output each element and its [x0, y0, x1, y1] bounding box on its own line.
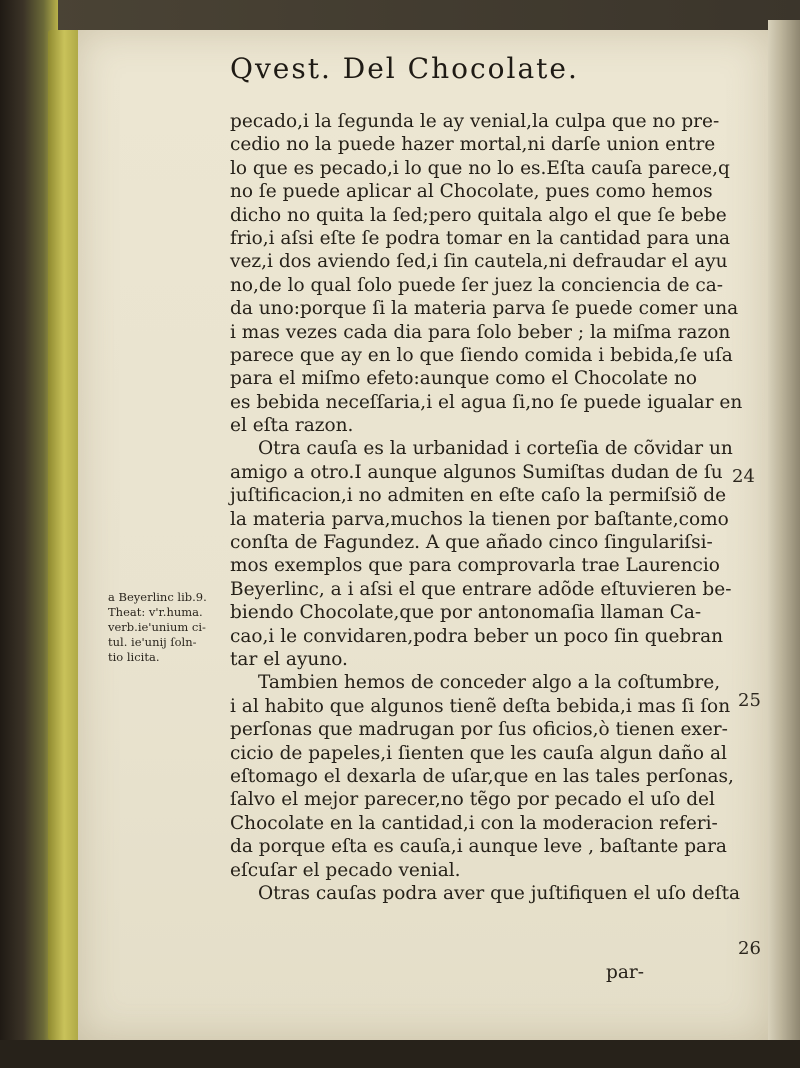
paragraph-number: 25: [738, 690, 761, 711]
running-title: Qvest. Del Chocolate.: [230, 52, 579, 85]
marginal-note: [108, 590, 228, 665]
text-line: da uno:porque ſi la materia parva ſe puede comer una: [230, 298, 739, 320]
catchword: par-: [606, 962, 644, 983]
paragraph-start-line: Otra cauſa es la urbanidad i corteſia de cõvidar un: [258, 438, 733, 460]
text-line: cedio no la puede hazer mortal,ni darſe union entre: [230, 134, 716, 156]
text-line: i mas vezes cada dia para ſolo beber ; la miſma razon: [230, 321, 731, 343]
text-line: Chocolate en la cantidad,i con la moderacion referi-: [230, 812, 718, 834]
text-line: mos exemplos que para comprovarla trae Laurencio: [230, 555, 720, 577]
text-line: da porque eſta es cauſa,i aunque leve , baſtante para: [230, 836, 727, 858]
main-text-block: [230, 110, 750, 905]
text-line: cao,i le convidaren,podra beber un poco ſin quebran: [230, 625, 724, 647]
text-line: no,de lo qual ſolo puede ſer juez la conciencia de ca-: [230, 274, 724, 296]
text-line: i al habito que algunos tienẽ deſta bebida,i mas ſi ſon: [230, 695, 731, 717]
marginal-note-line: a Beyerlinc lib.9.: [108, 590, 207, 604]
text-line: dicho no quita la ſed;pero quitala algo el que ſe bebe: [230, 204, 727, 226]
text-line: perſonas que madrugan por ſus oficios,ò tienen exer-: [230, 719, 728, 741]
text-line: pecado,i la ſegunda le ay venial,la culpa que no pre-: [230, 111, 720, 132]
text-line: eſcuſar el pecado venial.: [230, 859, 461, 881]
paragraph-start-line: Tambien hemos de conceder algo a la coſtumbre,: [258, 672, 721, 694]
paragraph-number: 24: [732, 466, 755, 487]
text-line: para el miſmo efeto:aunque como el Chocolate no: [230, 368, 698, 390]
text-line: tar el ayuno.: [230, 648, 348, 670]
marginal-note-line: tio licita.: [108, 650, 160, 664]
text-line: cicio de papeles,i ſienten que les cauſa algun daño al: [230, 742, 727, 764]
text-line: eſtomago el dexarla de uſar,que en las tales perſonas,: [230, 765, 734, 787]
text-line: Beyerlinc, a i aſsi el que entrare adõde eſtuvieren be-: [230, 578, 732, 600]
paragraph-start-line: Otras cauſas podra aver que juſtifiquen el uſo deſta: [258, 882, 741, 904]
text-line: frio,i aſsi eſte ſe podra tomar en la cantidad para una: [230, 227, 731, 249]
bottom-shadow: [0, 1040, 800, 1068]
text-line: amigo a otro.I aunque algunos Sumiſtas dudan de ſu: [230, 461, 723, 483]
marginal-note-line: verb.ie'unium ci-: [108, 620, 206, 634]
text-line: conſta de Fagundez. A que añado cinco ſingulariſsi-: [230, 532, 713, 554]
text-line: el eſta razon.: [230, 415, 354, 437]
marginal-note-line: tul. ie'unij ſoln-: [108, 635, 197, 649]
text-line: lo que es pecado,i lo que no lo es.Eſta cauſa parece,q: [230, 157, 730, 179]
text-line: es bebida neceſſaria,i el agua ſi,no ſe puede igualar en: [230, 391, 743, 413]
text-line: juſtificacion,i no admiten en eſte caſo la permiſsiõ de: [230, 485, 727, 507]
text-line: ſalvo el mejor parecer,no tẽgo por pecado el uſo del: [230, 789, 715, 811]
marginal-note-line: Theat: v'r.huma.: [108, 605, 203, 619]
right-page-stack: [768, 20, 800, 1068]
text-line: biendo Chocolate,que por antonomaſia llaman Ca-: [230, 602, 702, 624]
text-line: parece que ay en lo que ſiendo comida i bebida,ſe uſa: [230, 344, 733, 366]
text-line: la materia parva,muchos la tienen por baſtante,como: [230, 508, 729, 530]
paragraph-number: 26: [738, 938, 761, 959]
text-line: vez,i dos aviendo ſed,i ſin cautela,ni defraudar el ayu: [230, 251, 728, 273]
text-line: no ſe puede aplicar al Chocolate, pues como hemos: [230, 181, 713, 203]
